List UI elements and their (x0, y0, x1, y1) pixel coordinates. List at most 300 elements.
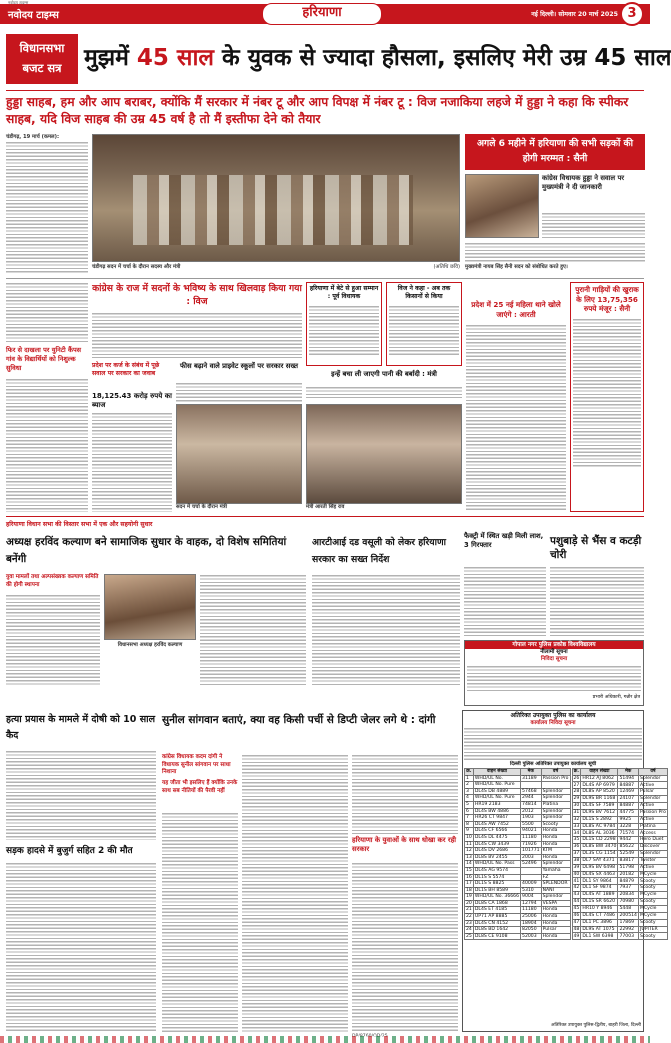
table-cell: 11180 (521, 834, 542, 841)
debt-figure: 18,125.43 करोड़ रुपये का ब्याज (92, 392, 172, 409)
table-cell: DL1 PC 3896 (581, 919, 618, 926)
masthead-left-label: नवोदय टाइम्स (8, 10, 59, 21)
table-cell: DL1 SY 9864 (581, 878, 618, 885)
pvt-school-headline: फीस बढ़ाने वाले प्राइवेट स्कूलों पर सरकार सख्त (180, 362, 298, 370)
lead-photo-caption-credit: (अतिथि छवि) (433, 264, 460, 270)
table-cell: 40 (573, 871, 580, 877)
table-cell: Pulsar (541, 927, 570, 934)
table-cell: Access (638, 830, 667, 837)
table-cell: DL4S CT 7486 (581, 912, 618, 919)
table-cell: DL8S BD 1642 (473, 927, 520, 934)
table-cell: Twister (638, 857, 667, 864)
table-cell: 2012 (521, 808, 542, 815)
water-headline: इन्हें बचा ली जाएगी पानी की बर्बादी : मंत्री (331, 370, 437, 378)
table-cell: MCycle (638, 871, 667, 878)
table-cell: 15 (466, 867, 472, 873)
table-cell: 51494 (618, 775, 639, 782)
story1-caption: विधानसभा अध्यक्ष हरविंद कल्याण (117, 642, 183, 648)
auction-column-header: मेक (521, 769, 542, 776)
table-cell: Scooty (638, 885, 667, 892)
table-cell: 18904 (521, 920, 542, 927)
edition-date: नई दिल्ली। सोमवार 20 मार्च 2025 (531, 11, 618, 18)
auction-title: अतिरिक्त उपायुक्त पुलिस का कार्यालय (510, 712, 596, 719)
photo-caption-3: मंत्री आरती सिंह राव (306, 504, 345, 510)
table-cell: DL7 SAY 4371 (581, 857, 618, 864)
table-row (465, 848, 571, 855)
table-cell: Scooty (638, 878, 667, 885)
table-cell: Active (638, 782, 667, 789)
table-cell: 17 (466, 881, 472, 887)
table-cell: 47 (573, 919, 580, 925)
table-cell: MCycle (638, 905, 667, 912)
table-cell: 20 (466, 900, 472, 906)
table-cell: 39 (573, 864, 580, 870)
table-cell: 24 (466, 927, 472, 933)
table-row (465, 900, 571, 907)
table-cell: 22 (466, 914, 472, 920)
table-cell: 20182 (618, 871, 639, 878)
table-row (465, 815, 571, 822)
table-cell: MCycle (638, 892, 667, 899)
table-row (465, 933, 571, 940)
table-cell: WHD/UL No. 36666 (474, 894, 520, 900)
story4-headline: पशुबाड़े से भैंस व कटड़ी चोरी (550, 535, 642, 561)
table-cell: Splendor (541, 894, 570, 901)
speaker-photo (104, 574, 196, 640)
table-cell: Splendor (541, 808, 570, 815)
table-row (465, 854, 571, 861)
table-cell: DL4S AG 9574 (473, 867, 520, 874)
table-row (572, 789, 667, 796)
table-cell: 16 (466, 874, 472, 880)
notice-subtitle: नीलामी सूचना (540, 649, 568, 655)
table-cell: 45 (573, 906, 580, 912)
table-cell: 14 (466, 861, 472, 867)
table-row (572, 905, 667, 912)
story1-bullet: युवा मामलों तथा अल्पसंख्यक कल्याण समिति की होगी स्थापना (6, 574, 99, 588)
auction-list-title: दिल्ली पुलिस अतिरिक्त उपायुक्त कार्यालय सूची (509, 761, 597, 767)
table-cell: DL1S BH 8589 (473, 887, 520, 894)
story5-headline: हत्या प्रयास के मामले में दोषी को 10 साल कैद (6, 714, 156, 741)
table-cell: 22992 (618, 926, 639, 933)
table-row (572, 926, 667, 933)
table-cell: 1903 (521, 815, 542, 822)
table-cell: HR12 AJ 8062 (581, 775, 618, 782)
table-cell: DL1S SR 6620 (581, 899, 618, 906)
table-cell: DL3S CG 1154 (581, 851, 618, 858)
table-row (465, 775, 571, 782)
kicker-line-1: विधानसभा (19, 41, 65, 55)
table-cell: 28 (573, 789, 580, 795)
table-cell: 52003 (521, 933, 542, 940)
table-cell: 41 (573, 878, 580, 884)
table-cell: DL1S S 8825 (473, 881, 520, 888)
table-cell: Hero Duet (638, 837, 667, 844)
table-row (465, 801, 571, 808)
table-cell: 57468 (521, 788, 542, 795)
auction-column-header: वाहन संख्या (473, 769, 520, 776)
table-row (572, 796, 667, 803)
table-cell: 51798 (618, 864, 639, 871)
table-cell: Honda (541, 854, 570, 861)
table-row (572, 885, 667, 892)
auction-table-left (464, 768, 571, 940)
table-cell: Splendor (541, 815, 570, 822)
table-cell: 1 (465, 775, 474, 782)
table-cell: 31 (573, 810, 580, 816)
table-cell (521, 782, 542, 789)
table-cell: 52496 (521, 861, 542, 868)
auction-column-header: क्र. (466, 769, 472, 774)
table-row (465, 861, 571, 868)
side-story-bullet: कांग्रेस विधायक हुड्डा ने सवाल पर मुख्यमंत्री ने दी जानकारी (542, 174, 625, 191)
table-cell: Yamaha (541, 867, 570, 874)
table-cell: 6 (465, 808, 474, 815)
table-cell: HR19 2183 (473, 801, 520, 808)
table-cell: 24107 (618, 796, 639, 803)
table-cell: DL4S CF 6566 (473, 828, 520, 835)
table-cell: 9 (465, 828, 474, 835)
table-cell: 84879 (618, 878, 639, 885)
table-cell: HR26 CT 9847 (473, 815, 520, 822)
table-row (572, 912, 667, 919)
table-cell: Scooty (638, 919, 667, 926)
table-cell: 77003 (618, 933, 639, 940)
table-cell: 43 (573, 892, 580, 898)
table-cell: 5310 (521, 887, 542, 894)
table-row (572, 933, 667, 940)
debt-question: प्रदेश पर कर्ज के संबंध में पूछे सवाल पर सरकार का जवाब (92, 362, 160, 377)
table-cell: Splendor (541, 788, 570, 795)
notice-title: गोपाल नगर पुलिस प्रकोष्ठ विश्वविद्यालय (465, 641, 643, 649)
headline-part-3: के युवक से ज्यादा हौसला, इसलिए मेरी उम्र 45 साल (214, 45, 671, 71)
table-cell: Splendor (541, 795, 570, 802)
table-row (572, 816, 667, 823)
table-row (465, 828, 571, 835)
table-cell: Platina (541, 801, 570, 808)
table-row (465, 914, 571, 921)
table-cell: 49 (573, 933, 580, 939)
table-row (572, 775, 667, 782)
table-row (572, 857, 667, 864)
table-cell: Splendor (638, 851, 667, 858)
lead-dateline: चंडीगढ़, 19 मार्च (कमल): (6, 134, 60, 140)
auction-column-header: मेक (618, 769, 639, 776)
story8-headline: हरियाणा के युवाओं के साथ धोखा कर रही सरकार (352, 836, 457, 853)
table-row (465, 821, 571, 828)
table-cell: DL9S AT 1075 (581, 926, 618, 933)
table-cell: 94021 (521, 828, 542, 835)
table-cell: DL4S CN 4152 (473, 920, 520, 927)
table-row (572, 823, 667, 830)
table-cell: JUPITER (638, 926, 667, 933)
table-cell: DL4S ET 4185 (473, 907, 520, 914)
table-cell: Platina (638, 823, 667, 830)
table-row (465, 834, 571, 841)
table-row (572, 844, 667, 851)
table-cell: 7 (465, 815, 474, 822)
masthead (0, 0, 650, 30)
table-row (465, 808, 571, 815)
table-cell: 46 (573, 912, 580, 918)
table-row (465, 874, 571, 881)
table-cell: 71926 (521, 841, 542, 848)
table-cell: 30 (573, 803, 580, 809)
table-cell: 200514 (619, 912, 637, 918)
table-row (572, 864, 667, 871)
table-cell: DL8S CA 1868 (473, 900, 520, 907)
table-row (465, 782, 571, 789)
table-cell: 21 (466, 907, 472, 913)
table-row (465, 881, 571, 888)
right-column-box-headline: पुरानी गाड़ियों की खुराक के लिए 13,75,356 रुपये मंजूर : सैनी (575, 285, 639, 313)
table-cell: 4 (465, 795, 474, 802)
table-cell: DL1S S 5574 (473, 874, 520, 881)
table-cell: 101771 (522, 848, 540, 854)
table-row (572, 871, 667, 878)
table-cell: 35 (573, 837, 580, 843)
table-cell: DL4S CW 3439 (473, 841, 520, 848)
table-cell: 34 (573, 830, 580, 836)
masthead-small-tag: नवोदय टाइम्स (8, 0, 29, 5)
table-row (465, 907, 571, 914)
auction-column-header: क्र. (573, 769, 580, 774)
story2-headline: आरटीआई दड वसूली को लेकर हरियाणा सरकार का सख्त निर्देश (312, 537, 446, 565)
lead-body (6, 134, 88, 276)
kicker-line-2: बजट सत्र (22, 61, 62, 75)
table-row (572, 878, 667, 885)
table-cell: Pulsar (638, 789, 667, 796)
table-cell: DL1S S 2892 (581, 816, 618, 823)
story3-headline: फैक्ट्री में स्थित खड़ी मिली लाश, 3 गिरफ्तार (464, 532, 544, 549)
table-cell: 31189 (521, 775, 542, 782)
table-cell: Scooty (638, 933, 667, 940)
table-row (572, 782, 667, 789)
table-cell: 42 (573, 885, 580, 891)
side-story-caption: मुख्यमंत्री नायब सिंह सैनी सदन को संबोधित करते हुए। (465, 264, 568, 270)
headline-age-highlight: 45 साल (136, 45, 215, 71)
table-cell: UP71 AP 8885 (473, 914, 520, 921)
table-row (572, 803, 667, 810)
table-cell: 5500 (521, 821, 542, 828)
debt-headline (92, 362, 172, 392)
table-cell: 48 (573, 926, 580, 932)
table-cell (541, 782, 570, 789)
assembly-photo (92, 134, 460, 262)
left-box-headline: फिर से दाखला पर युनिटी कैंपस गांव के विद्यार्थियों को निशुल्क सुविधा (6, 346, 82, 372)
table-cell: DL4S AP 6979 (581, 782, 618, 789)
section-title: हरियाणा (262, 3, 382, 25)
table-row (572, 919, 667, 926)
table-cell: Honda (541, 834, 570, 841)
table-cell: 38 (573, 858, 580, 864)
table-cell: WHD/UL No. Pure (473, 795, 520, 802)
table-row (465, 894, 571, 901)
box1 (306, 282, 382, 366)
table-cell: 27 (573, 782, 580, 788)
table-cell: DL8S BV 2455 (473, 854, 520, 861)
minister-photo-2 (306, 404, 462, 504)
table-row (572, 837, 667, 844)
table-cell: DL4S DL 4475 (473, 834, 520, 841)
table-cell: Splendor (638, 775, 667, 782)
table-cell: DL9S BV 7612 (581, 809, 618, 816)
table-cell (521, 867, 542, 874)
table-cell: 23 (466, 920, 472, 926)
table-cell: 44 (573, 899, 580, 905)
table-cell: NANI (541, 887, 570, 894)
table-cell: 25 (466, 933, 472, 939)
table-cell: 3 (465, 788, 474, 795)
right-column-box (570, 282, 644, 512)
table-cell: 26 (573, 775, 580, 781)
table-cell: 12794 (521, 900, 542, 907)
table-cell: 7937 (618, 885, 639, 892)
table-row (572, 892, 667, 899)
table-cell: 12469 (618, 789, 639, 796)
table-cell: Splendor (541, 861, 570, 868)
table-cell: Honda (541, 914, 570, 921)
table-cell: 37 (573, 851, 580, 857)
table-cell: 25006 (521, 914, 542, 921)
table-cell: DL4S DB 4889 (473, 788, 520, 795)
table-cell: 40009 (521, 881, 542, 888)
side-story-headline: अगले 6 महीने में हरियाणा की सभी सड़कों की होगी मरम्मत : सैनी (477, 138, 633, 164)
table-cell: 18 (466, 887, 472, 893)
table-cell: 32 (573, 816, 580, 822)
box2-headline: विज ने कहा - अब तक किसानों से किया (397, 285, 451, 300)
table-cell: DL4S SF 7589 (581, 803, 618, 810)
table-cell: MCycle (638, 912, 667, 919)
headline-part-1: मुझमें (84, 45, 137, 71)
table-cell: 71574 (618, 830, 639, 837)
table-cell: 3228 (618, 823, 639, 830)
table-cell: 5448 (618, 905, 639, 912)
table-cell: 8 (465, 821, 474, 828)
table-cell: HR10 Y 8946 (581, 905, 618, 912)
table-cell: DL4S AW 7452 (473, 821, 520, 828)
women-stations-headline: प्रदेश में 25 नई महिला थाने खोले जाएंगे : आरती (471, 300, 561, 319)
story7-bullet-1: कांग्रेस विधायक कदम दांगी ने विधायक सुनील सांगवान पर साधा निशाना (162, 754, 231, 775)
table-cell: 11180 (521, 907, 542, 914)
table-cell: 83817 (618, 857, 639, 864)
table-cell: 2003 (521, 854, 542, 861)
table-cell: Passion Pro (542, 775, 569, 781)
congress-headline: कांग्रेस के राज में सदनों के भविष्य के साथ खिलवाड़ किया गया : विज (92, 283, 302, 307)
table-cell: DL4S BW 4886 (473, 808, 520, 815)
page-number: 3 (620, 2, 644, 26)
cm-photo (465, 174, 539, 238)
table-cell: VESPA (541, 900, 570, 907)
table-row (465, 841, 571, 848)
table-cell: 17869 (618, 919, 639, 926)
auction-column-header: वाहन संख्या (581, 769, 618, 776)
table-cell: 52549 (618, 851, 639, 858)
table-cell: DL9S BR 1168 (581, 796, 618, 803)
table-cell: 36 (573, 844, 580, 850)
table-cell: 20834 (618, 892, 639, 899)
table-row (572, 809, 667, 816)
auction-notice (462, 710, 666, 1032)
table-cell: 74814 (521, 801, 542, 808)
table-cell: 10 (466, 834, 472, 840)
table-cell: 19 (466, 894, 472, 900)
table-cell: DL8S CE 9108 (473, 933, 520, 940)
lead-subhead: हुड्डा साहब, हम और आप बराबर, क्योंकि मैं सरकार में नंबर टू और आप विपक्ष में नंबर टू : विज नजाकिया लहजे में हुड्डा ने कहा कि स्पीकर साहब, यदि विज साहब की उम्र 45 वर्ष है तो मैं इस्तीफा देने को तैयार (6, 95, 629, 126)
table-cell: FZ (541, 874, 570, 881)
table-cell: Honda (541, 933, 570, 940)
table-cell: 12 (466, 848, 472, 854)
story1-headline: अध्यक्ष हरविंद कल्याण बने सामाजिक सुधार के वाहक, दो विशेष समितियां बनेंगी (6, 536, 287, 565)
auction-subtitle: कार्यालय निविदा सूचना (530, 720, 576, 726)
minister-photo-1 (176, 404, 302, 504)
table-cell: WHD/UL No. Pure (473, 782, 520, 789)
table-cell: DL8S AP 8520 (581, 789, 618, 796)
table-cell: Active (638, 864, 667, 871)
table-cell: 84887 (618, 803, 639, 810)
auction-table-right (572, 768, 668, 940)
table-cell: 13 (466, 854, 472, 860)
table-cell: Scooty (541, 821, 570, 828)
table-cell: Discover (638, 844, 667, 851)
table-row (572, 830, 667, 837)
table-cell: SPLENDOR (541, 881, 570, 888)
table-cell: 9925 (618, 816, 639, 823)
table-cell: 2 (465, 782, 474, 789)
table-row (465, 795, 571, 802)
table-cell: KTM (541, 848, 570, 855)
table-row (465, 867, 571, 874)
table-cell: Passion Pro (639, 810, 666, 816)
table-row (572, 851, 667, 858)
auction-column-header: वर्ष (541, 769, 570, 776)
table-row (465, 927, 571, 934)
table-cell: 82050 (521, 927, 542, 934)
table-cell: 29 (573, 796, 580, 802)
table-cell: DL4S DV 2686 (473, 848, 520, 855)
table-cell: Honda (541, 920, 570, 927)
table-cell: DL9S BV 6498 (581, 864, 618, 871)
table-cell: DL1 SW 6398 (581, 933, 618, 940)
ticker: हरियाणा विधान सभा की विस्तार सभा में एक और सहयोगी सुधार (6, 521, 153, 528)
table-cell: 84887 (618, 782, 639, 789)
bottom-border (0, 1036, 650, 1043)
lead-photo-caption: चंडीगढ़ सदन में चर्चा के दौरान सदस्य और मंत्री (92, 264, 181, 270)
table-row (572, 899, 667, 906)
table-cell: 9004 (521, 894, 542, 901)
table-cell: 33 (573, 823, 580, 829)
notice-footer: प्रभारी अधिकारी, गन्नौर क्षेत्र (592, 695, 640, 700)
table-cell: DL8S AL 3036 (581, 830, 618, 837)
table-cell: DL1 SF 9874 (581, 885, 618, 892)
story7-bullet-2: यह जीता भी इसलिए हैं क्योंकि उनके साथ सब नीतियों की पैरवी नहीं (162, 780, 238, 794)
side-story-headline-box (465, 134, 645, 170)
table-cell: Honda (541, 828, 570, 835)
table-cell: Scooty (638, 899, 667, 906)
table-row (465, 887, 571, 894)
table-cell (521, 874, 542, 881)
notice-ad (464, 640, 644, 706)
table-cell: DL4S AT 1889 (581, 892, 618, 899)
table-cell: Active (638, 816, 667, 823)
table-cell: 70980 (618, 899, 639, 906)
table-row (465, 788, 571, 795)
auction-footer: अतिरिक्त उपायुक्त पुलिस-द्वितीय, बाहरी जिला, दिल्ली (551, 1023, 641, 1028)
box1-headline: हरियाणा में बेटे से हुआ सम्मान : पूर्व विधायक (309, 285, 379, 300)
box2 (386, 282, 462, 366)
story7-headline: सुनील सांगवान बताएं, क्या वह किसी पर्ची से डिप्टी जेलर लगे थे : दांगी (162, 714, 436, 726)
table-cell: 11 (466, 841, 472, 847)
